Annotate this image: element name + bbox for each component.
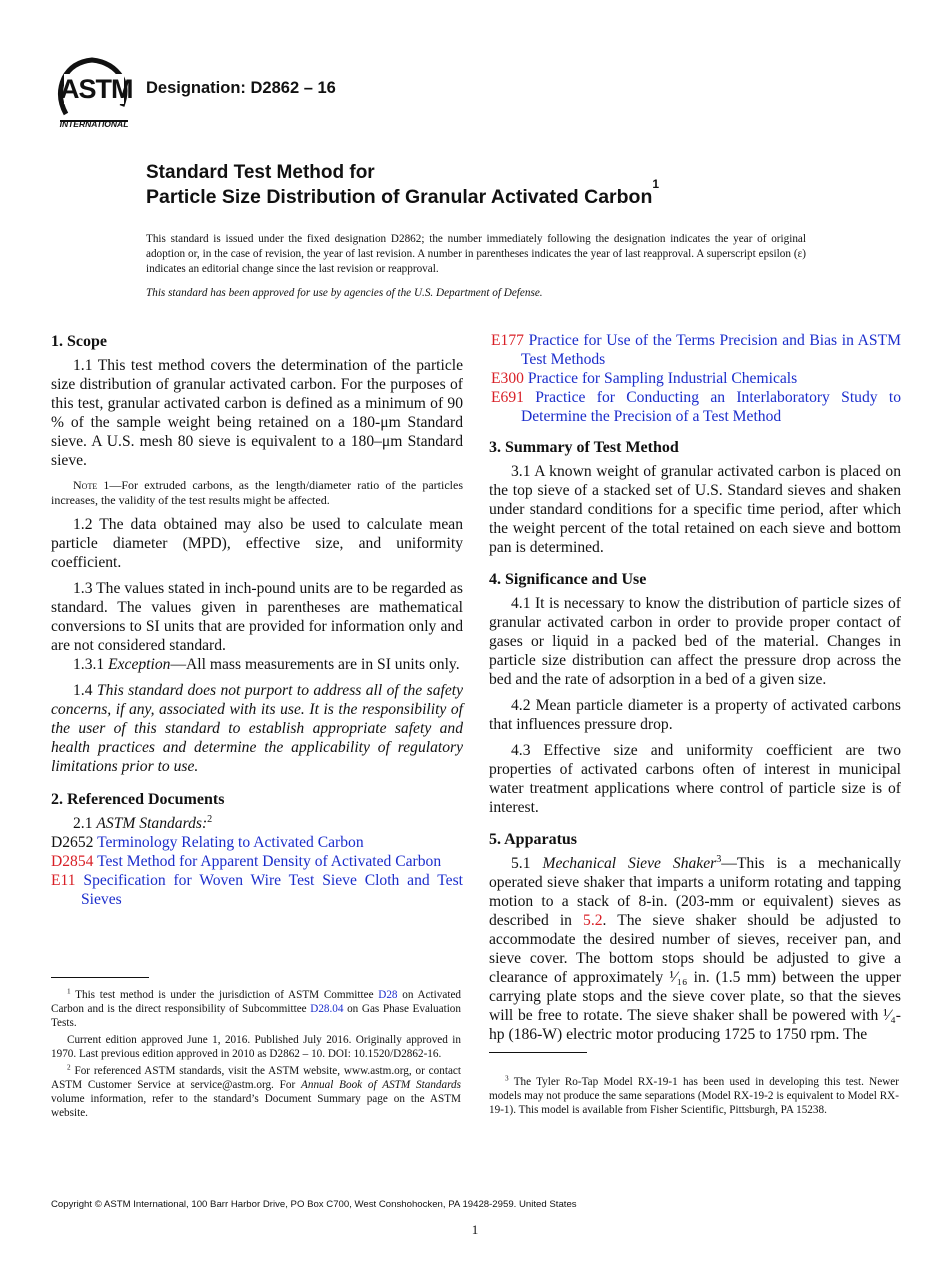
footnote-2-italic: Annual Book of ASTM Standards [301, 1079, 461, 1091]
ref-title-link[interactable]: Specification for Woven Wire Test Sieve Cloth and Test Sieves [81, 872, 464, 908]
para-5-1-text-a: —This is a mechanically operated sieve shaker that imparts a uniform rotating and tapping motion to a stack of 8-in. (203-mm or equivalent) sieves as described in [489, 855, 901, 929]
footnote-2-a: For referenced ASTM standards, visit the ASTM website, www.astm.org, or contact ASTM Customer Service at service@astm.org. For [51, 1065, 461, 1091]
ref-title-link[interactable]: Test Method for Apparent Density of Activated Carbon [97, 853, 442, 870]
ref-e177 [489, 331, 901, 369]
left-footnotes [51, 988, 461, 1120]
exception-term: Exception [108, 656, 171, 673]
astm-logo [52, 56, 134, 132]
footnote-3-mark: 3 [505, 1074, 509, 1083]
para-5-1 [489, 854, 901, 1044]
ref-title-link[interactable]: Terminology Relating to Activated Carbon [97, 834, 364, 851]
para-4-3: 4.3 Effective size and uniformity coefficient are two properties of activated carbons often of interest in municipal water treatment applications where control of particle size is of interest. [489, 742, 901, 816]
title-line-2 [146, 176, 660, 209]
footnote-1-mark: 1 [67, 987, 71, 996]
title-footnote-mark: 1 [652, 176, 660, 191]
left-column [51, 328, 463, 909]
ref-title-link[interactable]: Practice for Sampling Industrial Chemicals [527, 370, 798, 387]
ref-title-link[interactable]: Practice for Use of the Terms Precision and Bias in ASTM Test Methods [521, 332, 901, 368]
footnote-divider-left [51, 977, 149, 978]
right-footnotes [489, 1075, 899, 1117]
copyright-line: Copyright © ASTM International, 100 Barr Harbor Drive, PO Box C700, West Conshohocken, PA 19428-2959. United States [51, 1199, 577, 1210]
ref-code: D2652 [51, 834, 94, 851]
ref-d2652 [51, 833, 463, 852]
footnote-divider-right [489, 1052, 587, 1053]
para-1-4-num: 1.4 [73, 682, 97, 699]
summary-heading: 3. Summary of Test Method [489, 439, 679, 456]
committee-d28-link[interactable]: D28 [378, 989, 398, 1001]
footnote-1-b: on Activated Carbon and is the direct responsibility of Subcommittee [51, 989, 462, 1015]
para-1-3-1-num: 1.3.1 [73, 656, 109, 673]
sieve-shaker-term: Mechanical Sieve Shaker [542, 855, 717, 872]
para-1-4 [51, 681, 463, 776]
footnote-1 [51, 988, 461, 1030]
dod-approval: This standard has been approved for use by agencies of the U.S. Department of Defense. [146, 287, 543, 299]
para-4-2: 4.2 Mean particle diameter is a property of activated carbons that influences pressure drop. [489, 697, 901, 733]
issuance-statement: This standard is issued under the fixed designation D2862; the number immediately following the designation indicates the year of original adoption or, in the case of revision, the year of last revision. A number in parentheses indicates the year of last reapproval. A superscript epsilon (ε) indicates an editorial change since the last revision or reapproval. [146, 233, 806, 275]
right-column [489, 331, 901, 1044]
page-number: 1 [471, 1222, 479, 1237]
footnote-ref-2: 2 [207, 813, 213, 825]
ref-code-link[interactable]: E11 [51, 872, 76, 889]
footnote-2-b: volume information, refer to the standard’s Document Summary page on the ASTM website. [51, 1093, 461, 1119]
astm-standards-label: ASTM Standards: [96, 815, 208, 832]
footnote-1-a: This test method is under the jurisdiction of ASTM Committee [70, 989, 379, 1001]
ref-code-link[interactable]: E177 [491, 332, 524, 349]
footnote-ref-3: 3 [716, 853, 722, 865]
section-5-2-link[interactable]: 5.2 [583, 912, 603, 929]
title-line-1: Standard Test Method for [146, 162, 375, 183]
ref-code-link[interactable]: D2854 [51, 853, 94, 870]
ref-e300 [489, 369, 901, 388]
para-2-1-num: 2.1 [73, 815, 97, 832]
footnote-2-mark: 2 [67, 1063, 71, 1072]
significance-heading: 4. Significance and Use [489, 571, 647, 588]
para-1-3: 1.3 The values stated in inch-pound units are to be regarded as standard. The values given in parentheses are mathematical conversions to SI units that are provided for information only and are not considered standard. [51, 580, 463, 654]
note-text: 1—For extruded carbons, as the length/diameter ratio of the particles increases, the validity of the test results might be affected. [51, 478, 463, 507]
scope-heading: 1. Scope [51, 333, 107, 350]
para-1-2: 1.2 The data obtained may also be used to calculate mean particle diameter (MPD), effective size, and uniformity coefficient. [51, 516, 463, 571]
para-1-1: 1.1 This test method covers the determination of the particle size distribution of granular activated carbon. For the purposes of this test, granular activated carbon is defined as a minimum of 90 % of the sample weight being retained on a 180-μm Standard sieve. A U.S. mesh 80 sieve is equivalent to a 180–μm Standard sieve. [51, 357, 463, 469]
logo-wordmark: ASTM [60, 74, 133, 104]
footnote-2 [51, 1064, 461, 1120]
para-1-4-text: This standard does not purport to address all of the safety concerns, if any, associated with its use. It is the responsibility of the user of this standard to establish appropriate safety and health practices and determine the applicability of regulatory limitations prior to use. [51, 682, 463, 775]
designation-label: Designation: D2862 – 16 [146, 79, 336, 97]
ref-code-link[interactable]: E300 [491, 370, 524, 387]
note-label: Note [73, 478, 98, 492]
referenced-documents-heading: 2. Referenced Documents [51, 791, 225, 808]
logo-subtext: INTERNATIONAL [59, 119, 129, 129]
ref-e691 [489, 388, 901, 426]
ref-code-link[interactable]: E691 [491, 389, 524, 406]
para-3-1: 3.1 A known weight of granular activated carbon is placed on the top sieve of a stacked set of U.S. Standard sieves and shaken under standard conditions for a specific time period, after which the weight percent of the total retained on each sieve and bottom pan is determined. [489, 463, 901, 556]
note-1 [51, 478, 463, 508]
ref-d2854 [51, 852, 463, 871]
apparatus-heading: 5. Apparatus [489, 831, 578, 848]
subcommittee-d28-04-link[interactable]: D28.04 [310, 1003, 344, 1015]
footnote-1-c: on Gas Phase Evaluation Tests. [51, 1003, 461, 1029]
para-4-1: 4.1 It is necessary to know the distribution of particle sizes of granular activated carbon in order to provide proper contact of gases or liquid in a packed bed of the material. Changes in particle size distribution can affect the pressure drop across the bed and the rate of adsorption in a bed of a given size. [489, 595, 901, 688]
para-1-3-1 [51, 655, 463, 674]
para-5-1-num: 5.1 [511, 855, 543, 872]
title-main: Particle Size Distribution of Granular Activated Carbon [146, 186, 653, 208]
para-5-1-text-b: . The sieve shaker should be adjusted to accommodate the desired number of sieves, receiver pan, and sieve cover. The bottom stops should be adjusted to give a clearance of approximately ¹⁄₁₆ in. (1.5 mm) between the upper carrying plate stops and the sieve cover plate, so that the sieves will be free to rotate. The sieve shaker shall be powered with ¹⁄₄-hp (186-W) electric motor producing 1725 to 1750 rpm. The [489, 912, 901, 1043]
footnote-1-edition: Current edition approved June 1, 2016. Published July 2016. Originally approved in 1970. Last previous edition approved in 2010 as D2862 – 10. DOI: 10.1520/D2862-16. [51, 1034, 461, 1060]
ref-e11 [51, 871, 463, 909]
ref-title-link[interactable]: Practice for Conducting an Interlaboratory Study to Determine the Precision of a Test Method [521, 389, 901, 425]
footnote-3 [489, 1075, 899, 1117]
footnote-3-text: The Tyler Ro-Tap Model RX-19-1 has been used in developing this test. Newer models may not produce the same separations (Model RX-19-2 is equivalent to Model RX-19-1). This model is available from Fisher Scientific, Pittsburgh, PA 15238. [489, 1076, 899, 1116]
para-1-3-1-text: —All mass measurements are in SI units only. [170, 656, 460, 673]
para-2-1 [51, 814, 463, 833]
